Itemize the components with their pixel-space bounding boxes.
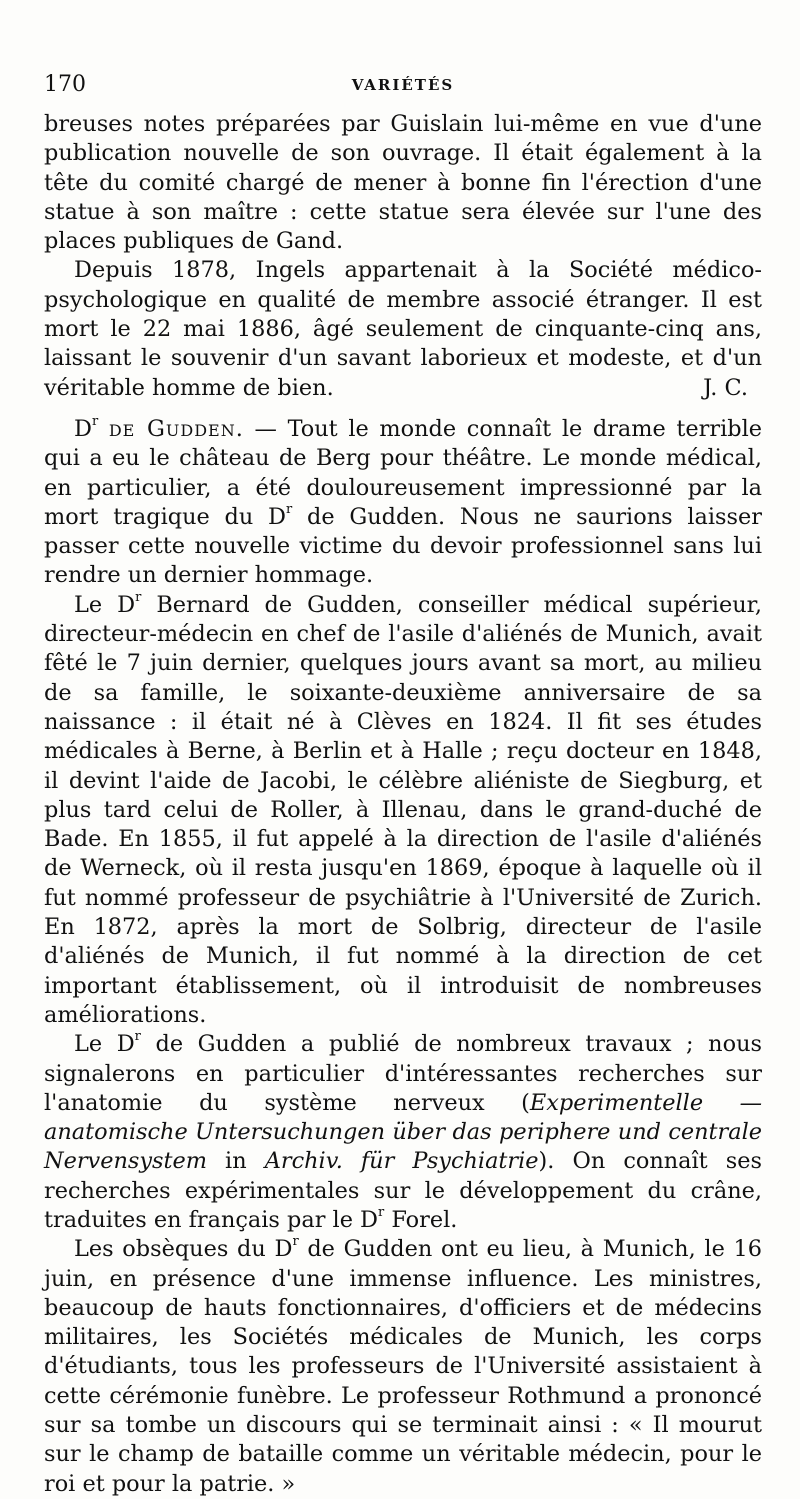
superscript: r	[134, 1029, 141, 1045]
paragraph-guislain-continuation: breuses notes préparées par Guislain lui-même en vue d'une publication nouvelle de son ouvrage. Il était également à la tête du comité chargé de mener à bonne fin l'érection d'une statue à son maître : cette statue sera élevée sur l'une des places publiques de Gand.	[44, 111, 762, 255]
superscript: r	[286, 501, 293, 517]
superscript: r	[378, 1204, 385, 1220]
paragraph-text: Les obsèques du D	[74, 1236, 293, 1263]
paragraph-text: de Gudden. Nous ne saurions laisser passer cette nouvelle victime du devoir professionnel sans lui rendre un dernier hommage.	[44, 503, 762, 589]
superscript: r	[292, 1234, 299, 1250]
italic-journal: Archiv. für Psychiatrie	[264, 1148, 539, 1175]
paragraph-ingels-biography	[44, 256, 762, 402]
superscript: r	[91, 413, 99, 429]
paragraph-text: Le D	[74, 591, 136, 618]
article-body	[44, 110, 762, 1499]
paragraph-text: Forel.	[384, 1206, 458, 1233]
paragraph-text: de Gudden ont eu lieu, à Munich, le 16 juin, en présence d'une immense influence. Les ministres, beaucoup de hauts fonctionnaires, d'officiers et de médecins militaires, les Sociétés médicales de Munich, les corps d'étudiants, tous les professeurs de l'Université assistaient à cette cérémonie funèbre. Le professeur Rothmund a prononcé sur sa tombe un discours qui se terminait ainsi : « Il mourut sur le champ de bataille comme un véritable médecin, pour le roi et pour la patrie. »	[44, 1236, 763, 1497]
author-signature: J. C.	[703, 374, 748, 401]
italic-title: Experimentelle — anatomische Untersuchungen über das periphere und centrale Nervensystem	[44, 1089, 763, 1175]
paragraph-text: de Gudden a publié de nombreux travaux ; nous signalerons en particulier d'intéressantes recherches sur l'anatomie du système nerveux (	[44, 1031, 762, 1116]
superscript: r	[135, 589, 142, 605]
heading-dr: D	[74, 415, 92, 442]
page-number: 170	[44, 72, 86, 97]
paragraph-gudden-funeral	[44, 1235, 762, 1499]
paragraph-gudden-intro	[44, 415, 762, 591]
section-title: VARIÉTÉS	[351, 76, 455, 94]
paragraph-gudden-works	[44, 1030, 762, 1235]
paragraph-text: in	[206, 1148, 265, 1175]
paragraph-text: ). On connaît ses recherches expérimentales sur le développement du crâne, traduites en français par le D	[44, 1148, 762, 1233]
heading-name: de Gudden.	[108, 415, 244, 442]
running-head	[44, 72, 762, 106]
paragraph-text: Bernard de Gudden, conseiller médical supérieur, directeur-médecin en chef de l'asile d'aliénés de Munich, avait fêté le 7 juin dernier, quelques jours avant sa mort, au milieu de sa famille, le soixante-deuxième anniversaire de sa naissance : il était né à Clèves en 1824. Il fit ses études médicales à Berne, à Berlin et à Halle ; reçu docteur en 1848, il devint l'aide de Jacobi, le célèbre aliéniste de Siegburg, et plus tard celui de Roller, à Illenau, dans le grand-duché de Bade. En 1855, il fut appelé à la direction de l'asile d'aliénés de Werneck, où il resta jusqu'en 1869, époque à laquelle où il fut nommé professeur de psychiâtrie à l'Université de Zurich. En 1872, après la mort de Solbrig, directeur de l'asile d'aliénés de Munich, il fut nommé à la direction de cet important établissement, où il introduisit de nombreuses améliorations.	[44, 591, 762, 1028]
paragraph-gudden-career	[44, 591, 762, 1030]
paragraph-text: — Tout le monde connaît le drame terrible qui a eu le château de Berg pour théâtre. Le monde médical, en particulier, a été douloureusement impressionné par la mort tragique du D	[44, 415, 762, 530]
paragraph-text: Depuis 1878, Ingels appartenait à la Société médico-psychologique en qualité de membre associé étranger. Il est mort le 22 mai 1886, âgé seulement de cinquante-cinq ans, laissant le souvenir d'un savant laborieux et modeste, et d'un véritable homme de bien.	[44, 257, 762, 401]
paragraph-text: Le D	[74, 1031, 135, 1058]
